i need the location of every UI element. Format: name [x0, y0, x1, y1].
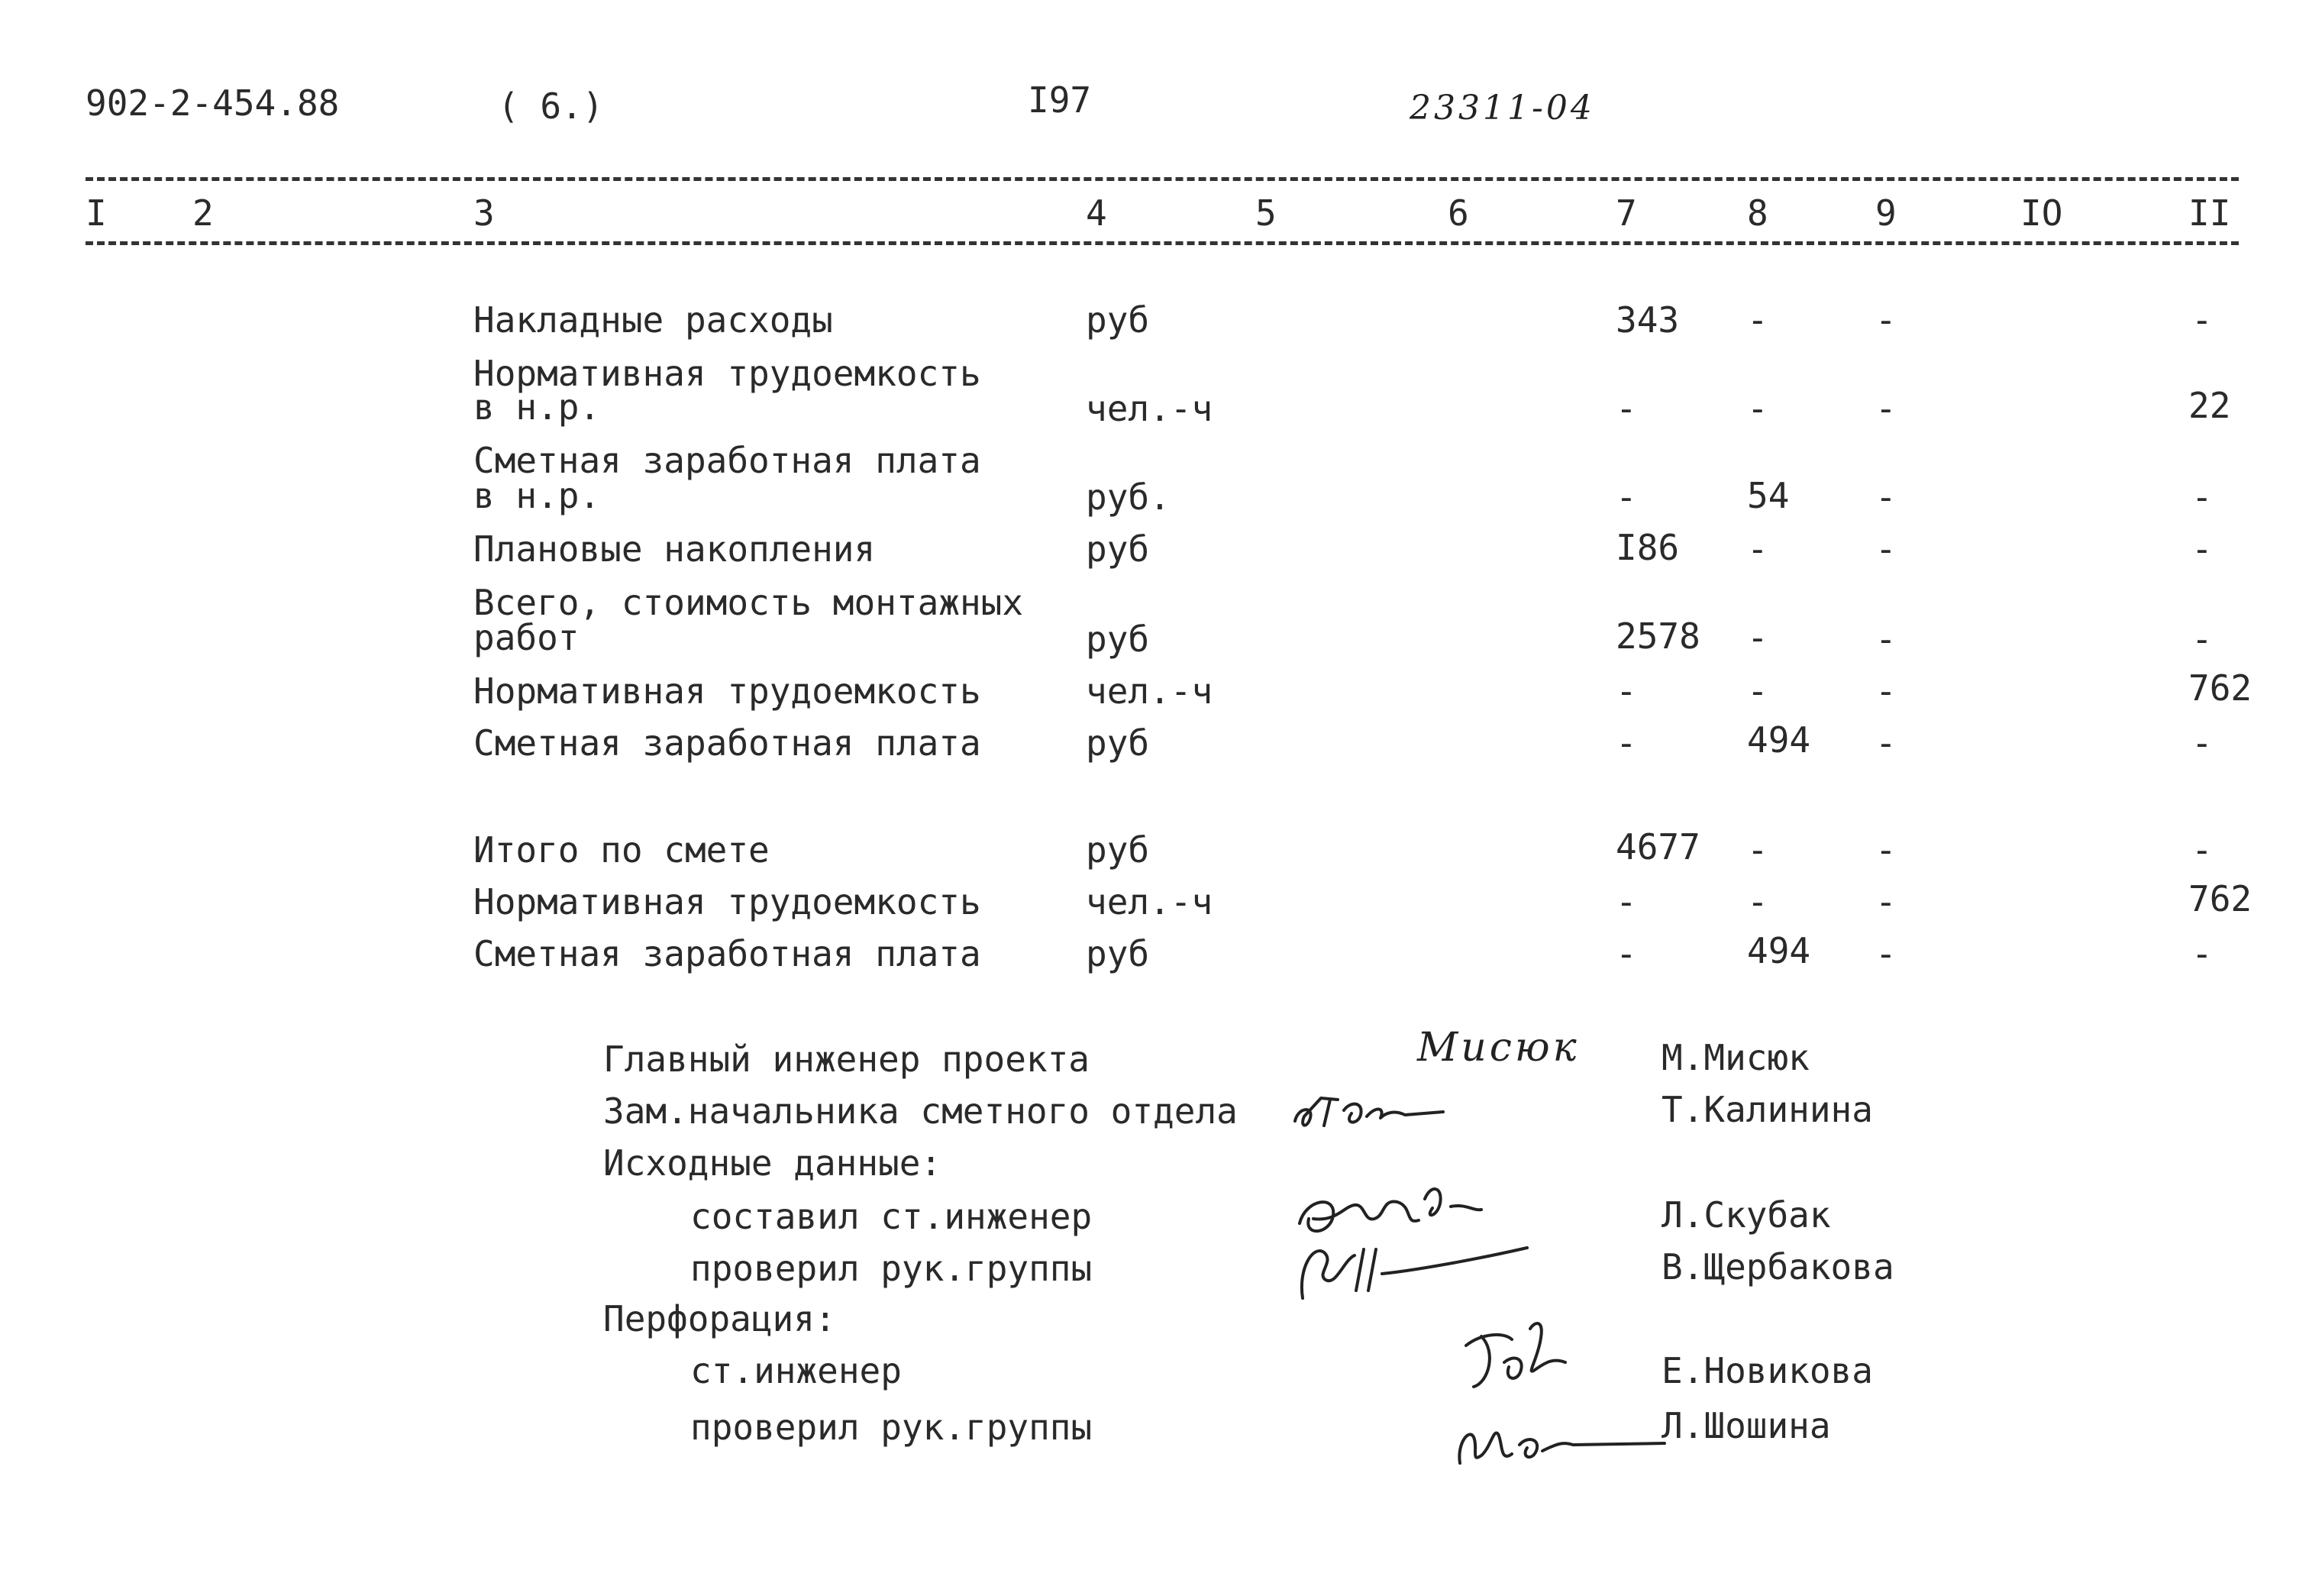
role-chief-engineer: Главный инженер проекта: [603, 1039, 1090, 1080]
column-header-5: 5: [1255, 192, 1277, 234]
row-col7: -: [1616, 670, 1637, 712]
row-unit: руб: [1086, 619, 1150, 660]
row-col9: -: [1875, 477, 1897, 518]
row-col9: -: [1875, 933, 1897, 974]
row-col7: -: [1616, 477, 1637, 518]
row-col11: -: [2191, 619, 2213, 660]
section-label: ( 6.): [498, 86, 604, 127]
row-col8: 494: [1747, 719, 1811, 761]
row-col7: -: [1616, 722, 1637, 764]
row-unit: чел.-ч: [1086, 670, 1213, 712]
column-header-11: II: [2188, 192, 2231, 234]
header-bottom-rule: [86, 241, 2239, 245]
page-number: I97: [1028, 79, 1092, 121]
section-source-data: Исходные данные:: [603, 1142, 942, 1184]
row-name: Плановые накопления: [473, 528, 876, 570]
row-unit: руб: [1086, 528, 1150, 570]
column-header-10: IO: [2020, 192, 2063, 234]
row-name-cont: в н.р.: [473, 386, 601, 428]
row-unit: чел.-ч: [1086, 881, 1213, 922]
row-col7: -: [1616, 388, 1637, 429]
signature-misyuk: Мисюк: [1417, 1025, 1580, 1071]
row-col8: -: [1747, 670, 1768, 712]
signature-skubak: [1290, 1176, 1535, 1306]
role-checked-by: проверил рук.группы: [690, 1248, 1093, 1289]
row-name: Сметная заработная плата: [473, 933, 981, 974]
row-col11: 22: [2188, 385, 2231, 426]
row-col11: -: [2191, 299, 2213, 341]
name-novikova: Е.Новикова: [1662, 1350, 1873, 1391]
row-col11: -: [2191, 477, 2213, 518]
row-name: Сметная заработная плата: [473, 722, 981, 764]
handwritten-code: 23311-04: [1410, 89, 1595, 128]
row-name: Нормативная трудоемкость: [473, 353, 981, 394]
row-col9: -: [1875, 881, 1897, 922]
row-unit: руб: [1086, 933, 1150, 974]
section-perforation: Перфорация:: [603, 1298, 836, 1339]
row-name: Нормативная трудоемкость: [473, 881, 981, 922]
row-unit: руб: [1086, 722, 1150, 764]
row-col11: 762: [2188, 878, 2252, 919]
row-col9: -: [1875, 670, 1897, 712]
row-col11: 762: [2188, 667, 2252, 709]
column-header-9: 9: [1875, 192, 1897, 234]
name-skubak: Л.Скубак: [1662, 1194, 1831, 1236]
row-unit: чел.-ч: [1086, 388, 1213, 429]
row-col11: -: [2191, 829, 2213, 871]
signature-novikova: [1451, 1313, 1680, 1481]
row-col7: I86: [1616, 527, 1680, 568]
row-col7: 4677: [1616, 826, 1700, 867]
row-unit: руб: [1086, 299, 1150, 341]
row-name: Итого по смете: [473, 829, 770, 871]
row-name: Сметная заработная плата: [473, 440, 981, 481]
row-col8: 494: [1747, 930, 1811, 971]
row-col11: -: [2191, 722, 2213, 764]
row-col8: -: [1747, 829, 1768, 871]
row-col9: -: [1875, 722, 1897, 764]
row-col8: 54: [1747, 475, 1790, 516]
row-col11: -: [2191, 933, 2213, 974]
column-header-3: 3: [473, 192, 495, 234]
row-unit: руб: [1086, 829, 1150, 871]
column-header-1: I: [86, 192, 107, 234]
header-top-rule: [86, 177, 2239, 181]
row-col7: 2578: [1616, 615, 1700, 657]
row-col8: -: [1747, 528, 1768, 570]
column-header-2: 2: [192, 192, 214, 234]
row-col8: -: [1747, 388, 1768, 429]
row-col9: -: [1875, 829, 1897, 871]
row-col9: -: [1875, 299, 1897, 341]
row-col8: -: [1747, 299, 1768, 341]
column-header-8: 8: [1747, 192, 1768, 234]
doc-number: 902-2-454.88: [86, 82, 340, 124]
row-name-cont: в н.р.: [473, 475, 601, 516]
row-col8: -: [1747, 617, 1768, 658]
signature-kalinina: [1290, 1084, 1451, 1138]
row-col7: 343: [1616, 299, 1680, 341]
column-header-7: 7: [1616, 192, 1637, 234]
role-senior-engineer: ст.инженер: [690, 1350, 902, 1391]
row-col11: -: [2191, 528, 2213, 570]
row-col7: -: [1616, 881, 1637, 922]
row-unit: руб.: [1086, 477, 1171, 518]
name-kalinina: Т.Калинина: [1662, 1089, 1873, 1130]
row-col9: -: [1875, 388, 1897, 429]
name-shoshina: Л.Шошина: [1662, 1405, 1831, 1446]
role-compiled-by: составил ст.инженер: [690, 1196, 1093, 1237]
row-name: Нормативная трудоемкость: [473, 670, 981, 712]
row-col9: -: [1875, 619, 1897, 660]
name-misyuk: М.Мисюк: [1662, 1037, 1810, 1078]
column-header-4: 4: [1086, 192, 1107, 234]
row-name: Всего, стоимость монтажных: [473, 582, 1024, 623]
column-header-6: 6: [1448, 192, 1469, 234]
role-checked-by-2: проверил рук.группы: [690, 1407, 1093, 1448]
row-col8: -: [1747, 881, 1768, 922]
row-col7: -: [1616, 933, 1637, 974]
row-name: Накладные расходы: [473, 299, 833, 341]
role-deputy-head: Зам.начальника сметного отдела: [603, 1090, 1238, 1132]
row-col9: -: [1875, 528, 1897, 570]
row-name-cont: работ: [473, 617, 580, 658]
name-shcherbakova: В.Щербакова: [1662, 1246, 1894, 1287]
